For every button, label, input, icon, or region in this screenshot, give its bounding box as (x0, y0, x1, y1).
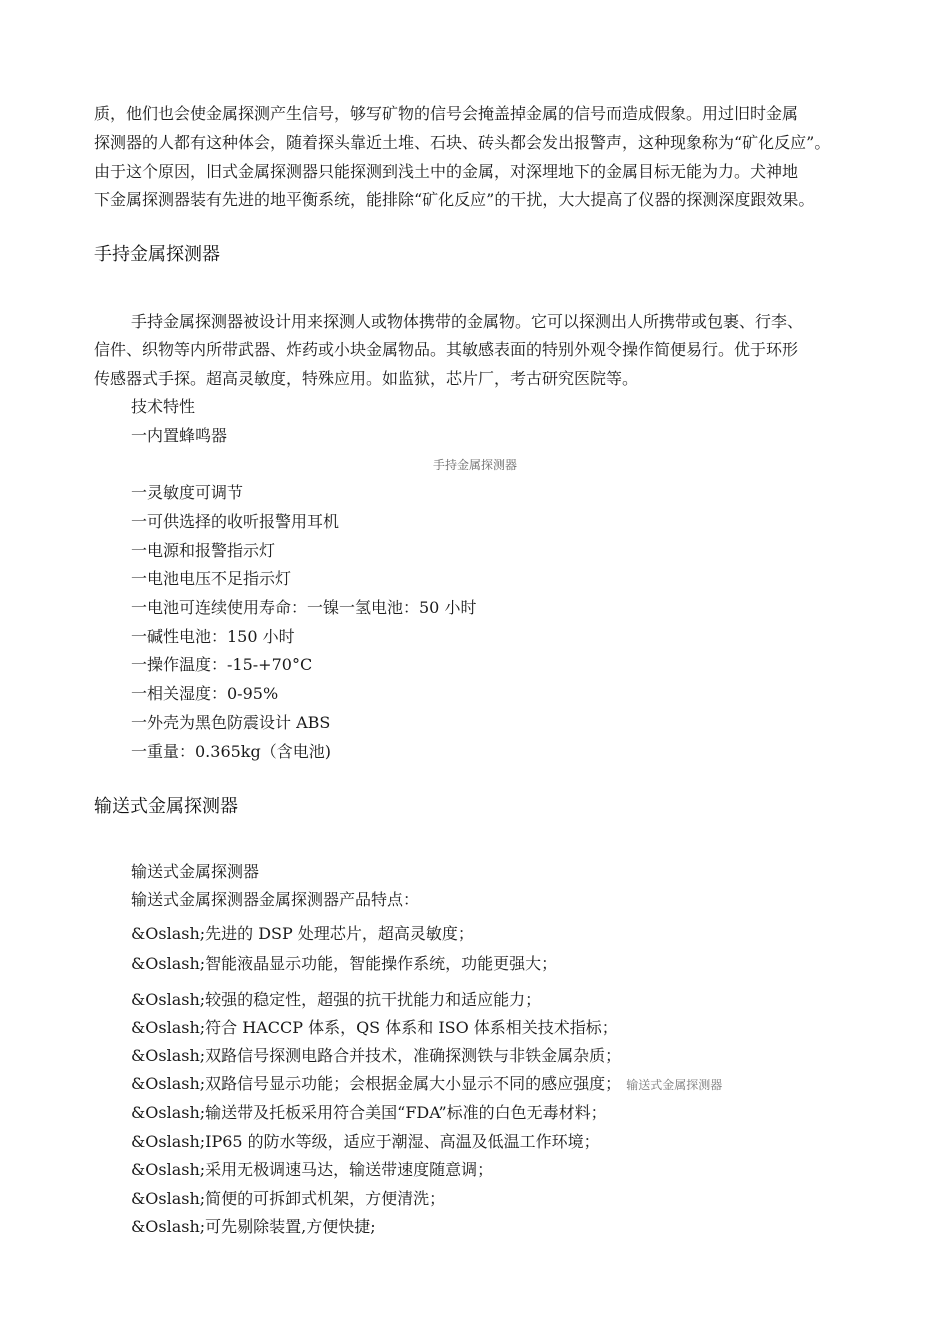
conveyor-feature-item-with-caption (131, 1074, 722, 1095)
handheld-para-line: 手持金属探测器被设计用来探测人或物体携带的金属物。它可以探测出人所携带或包裹、行李、 (131, 312, 804, 331)
conveyor-feature-text: &Oslash;双路信号显示功能；会根据金属大小显示不同的感应强度； (131, 1074, 622, 1093)
image-caption: 手持金属探测器 (432, 458, 517, 472)
conveyor-feature-item: &Oslash;可先剔除装置,方便快捷; (131, 1217, 376, 1236)
conveyor-subtitle: 输送式金属探测器 (131, 862, 260, 881)
feature-item: 一外壳为黑色防震设计 ABS (131, 713, 331, 732)
feature-item: 一碱性电池：150 小时 (131, 627, 295, 646)
conveyor-feature-item: &Oslash;智能液晶显示功能，智能操作系统，功能更强大； (131, 954, 558, 973)
feature-item: 一内置蜂鸣器 (131, 426, 228, 445)
section-heading-handheld: 手持金属探测器 (94, 244, 220, 265)
intro-line: 质，他们也会使金属探测产生信号，够写矿物的信号会掩盖掉金属的信号而造成假象。用过旧时金属 (94, 104, 799, 123)
conveyor-features-title: 输送式金属探测器金属探测器产品特点： (131, 890, 420, 909)
conveyor-feature-item: &Oslash;先进的 DSP 处理芯片，超高灵敏度； (131, 924, 474, 943)
feature-item: 一电源和报警指示灯 (131, 541, 276, 560)
conveyor-feature-item: &Oslash;IP65 的防水等级，适应于潮湿、高温及低温工作环境； (131, 1132, 600, 1151)
conveyor-feature-item: &Oslash;输送带及托板采用符合美国“FDA”标准的白色无毒材料； (131, 1103, 607, 1122)
intro-line: 下金属探测器装有先进的地平衡系统，能排除“矿化反应”的干扰，大大提高了仪器的探测深度跟效果。 (94, 190, 815, 209)
handheld-para-line: 传感器式手探。超高灵敏度，特殊应用。如监狱，芯片厂，考古研究医院等。 (94, 369, 639, 388)
intro-line: 探测器的人都有这种体会，随着探头靠近土堆、石块、砖头都会发出报警声，这种现象称为“矿化反应”。 (94, 133, 831, 152)
conveyor-feature-item: &Oslash;采用无极调速马达，输送带速度随意调； (131, 1160, 494, 1179)
inline-image-caption: 输送式金属探测器 (626, 1078, 723, 1092)
feature-item: 一可供选择的收听报警用耳机 (131, 512, 340, 531)
feature-item: 一相关湿度：0-95% (131, 684, 279, 703)
conveyor-feature-item: &Oslash;双路信号探测电路合并技术，准确探测铁与非铁金属杂质； (131, 1046, 622, 1065)
feature-item: 一灵敏度可调节 (131, 483, 244, 502)
conveyor-feature-item: &Oslash;符合 HACCP 体系，QS 体系和 ISO 体系相关技术指标； (131, 1018, 618, 1037)
feature-item: 一操作温度：-15-+70°C (131, 655, 313, 674)
feature-item: 一电池可连续使用寿命：一镍一氢电池：50 小时 (131, 598, 477, 617)
intro-line: 由于这个原因，旧式金属探测器只能探测到浅土中的金属，对深埋地下的金属目标无能为力。犬神地 (94, 162, 799, 181)
tech-title: 技术特性 (131, 397, 196, 416)
handheld-para-line: 信件、织物等内所带武器、炸药或小块金属物品。其敏感表面的特别外观令操作简便易行。优于环形 (94, 340, 799, 359)
conveyor-feature-item: &Oslash;较强的稳定性，超强的抗干扰能力和适应能力； (131, 990, 542, 1009)
feature-item: 一电池电压不足指示灯 (131, 569, 292, 588)
section-heading-conveyor: 输送式金属探测器 (94, 796, 238, 817)
conveyor-feature-item: &Oslash;简便的可拆卸式机架，方便清洗； (131, 1189, 446, 1208)
feature-item: 一重量：0.365kg（含电池) (131, 742, 331, 761)
